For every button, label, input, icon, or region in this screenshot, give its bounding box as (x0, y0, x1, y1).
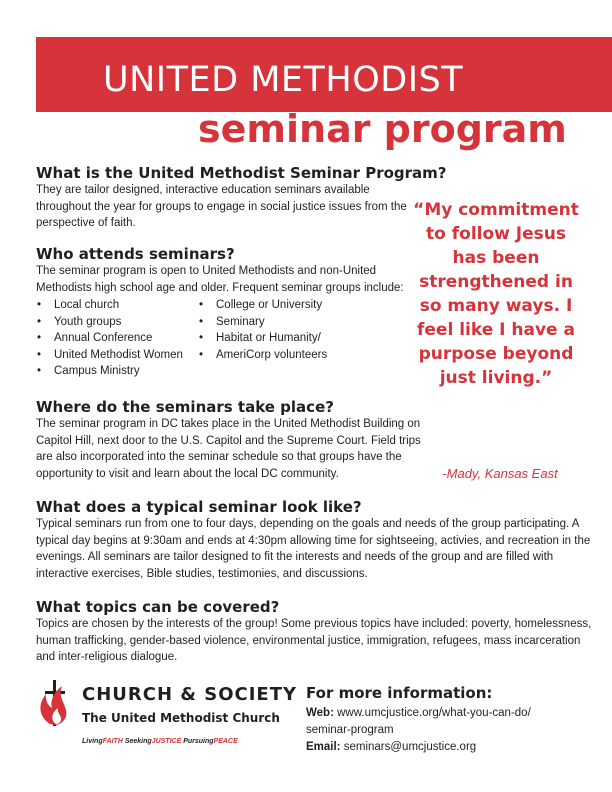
tagline-accent: FAITH (102, 738, 123, 745)
list-item: • Local church (36, 297, 183, 314)
section-body: They are tailor designed, interactive education seminars available throughout the year for groups to engage in social justice issues from the perspective of faith. (36, 184, 407, 229)
section-heading: Where do the seminars take place? (36, 398, 334, 416)
org-tagline (82, 738, 238, 745)
section-heading: What is the United Methodist Seminar Program? (36, 164, 447, 182)
group-list-left (36, 297, 183, 380)
page-subtitle: seminar program (198, 107, 567, 151)
section-where (36, 398, 421, 482)
group-list-right (198, 297, 327, 363)
pull-quote: “My commitment to follow Jesus has been strengthened in so many ways. I feel like I have a purpose beyond just living.” (413, 200, 579, 388)
list-item: • Youth groups (36, 314, 183, 331)
list-item: • Campus Ministry (36, 363, 183, 380)
group-lists (36, 297, 421, 379)
tagline-accent: JUSTICE (151, 738, 182, 745)
section-typical-seminar (36, 498, 596, 582)
section-what-is (36, 164, 447, 232)
section-topics (36, 598, 596, 666)
section-body: Typical seminars run from one to four days, depending on the goals and needs of the group participating. A typical day begins at 9:30am and ends at 4:30pm allowing time for sightseeing, activies, and recreation in the evenings. All seminars are tailor designed to fit the interests and needs of the group and are filled with interactive exercises, Bible studies, testimonies, and discussions. (36, 518, 591, 580)
section-who-attends (36, 245, 421, 379)
cross-and-flame-icon (36, 678, 76, 728)
section-heading: Who attends seminars? (36, 245, 235, 263)
org-subtitle: The United Methodist Church (82, 711, 280, 725)
email-line (306, 739, 606, 756)
section-body: The seminar program in DC takes place in the United Methodist Building on Capitol Hill, next door to the U.S. Capitol and the Supreme Court. Field trips are also incorporated into the seminar schedule so that groups have the opportunity to visit and learn about the local DC community. (36, 418, 421, 480)
list-item: • Habitat or Humanity/ (198, 330, 327, 347)
org-name: CHURCH & SOCIETY (82, 684, 298, 705)
tagline-word: Seeking (124, 738, 152, 745)
web-label: Web: (306, 707, 334, 719)
tagline-word: Pursuing (183, 738, 214, 745)
list-item: • AmeriCorp volunteers (198, 347, 327, 364)
tagline-accent: PEACE (213, 738, 238, 745)
list-item: • Seminary (198, 314, 327, 331)
web-line-2[interactable]: seminar-program (306, 724, 394, 736)
list-item: • United Methodist Women (36, 347, 183, 364)
web-line (306, 705, 606, 722)
list-item: • College or University (198, 297, 327, 314)
contact-heading: For more information: (306, 684, 493, 702)
email-link[interactable]: seminars@umcjustice.org (343, 741, 477, 753)
quote-author: -Mady, Kansas East (442, 466, 558, 481)
section-heading: What topics can be covered? (36, 598, 280, 616)
section-body: Topics are chosen by the interests of the group! Some previous topics have included: poverty, homelessness, human trafficking, gender-based violence, environmental justice, immigration, refugees, mass incarceration and inter-religious dialogue. (36, 618, 592, 663)
email-label: Email: (306, 741, 341, 753)
section-heading: What does a typical seminar look like? (36, 498, 362, 516)
tagline-word: Living (82, 738, 103, 745)
section-body: The seminar program is open to United Methodists and non-United Methodists high school age and older. Frequent seminar groups include: (36, 265, 404, 294)
list-item: • Annual Conference (36, 330, 183, 347)
contact-info (306, 684, 606, 756)
web-link[interactable]: www.umcjustice.org/what-you-can-do/ (337, 707, 531, 719)
page-title: UNITED METHODIST (103, 60, 464, 100)
